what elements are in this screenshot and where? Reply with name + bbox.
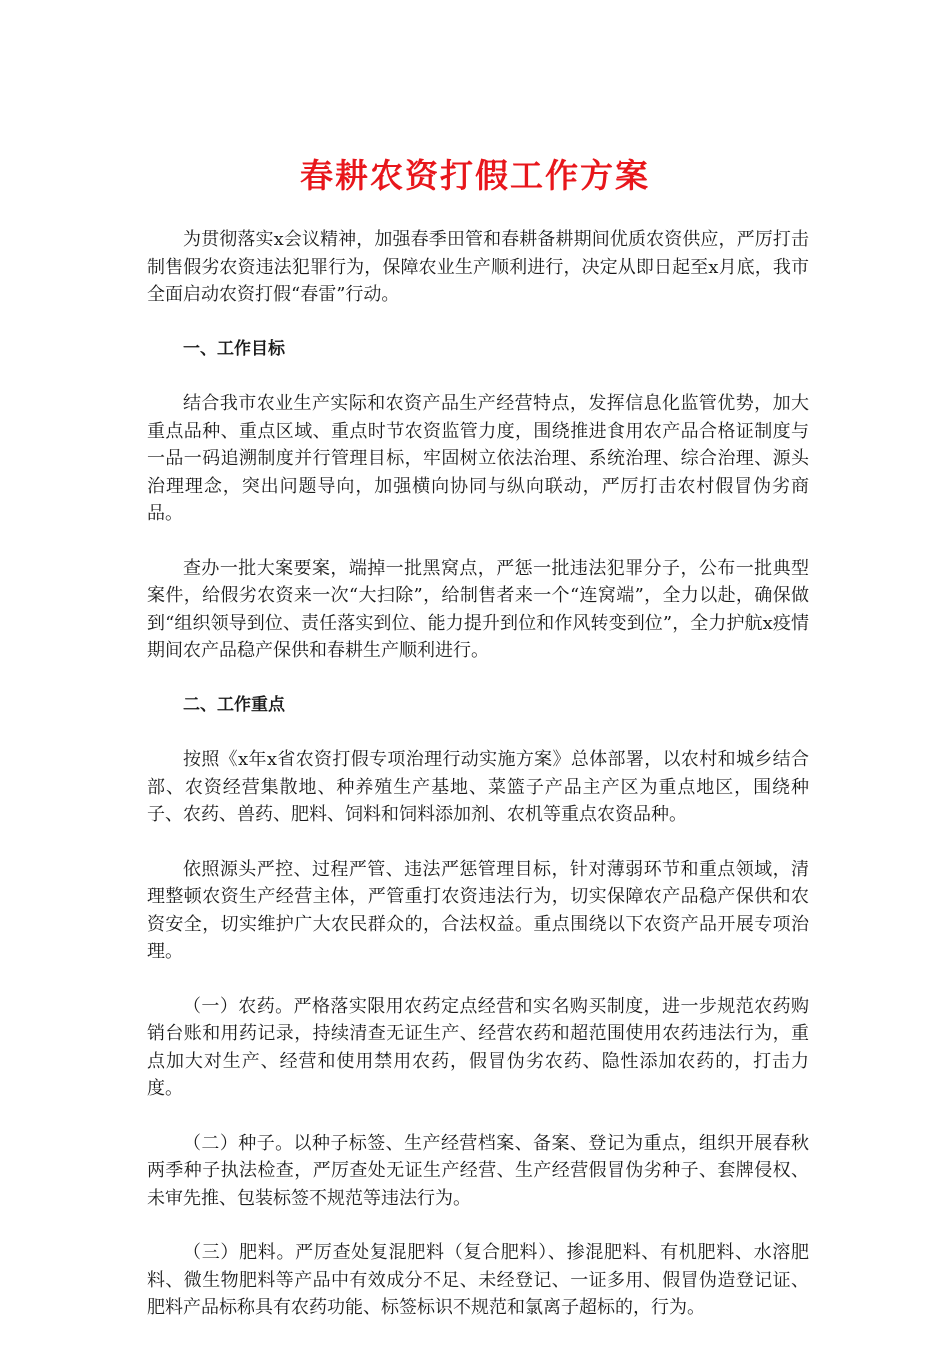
body-paragraph: （三）肥料。严厉查处复混肥料（复合肥料）、掺混肥料、有机肥料、水溶肥料、微生物肥料等产品中有效成分不足、未经登记、一证多用、假冒伪造登记证、肥料产品标称具有农药功能、标签标识不规范和氯离子超标的，行为。 xyxy=(147,1242,809,1318)
body-paragraph: 按照《x年x省农资打假专项治理行动实施方案》总体部署，以农村和城乡结合部、农资经营集散地、种养殖生产基地、菜篮子产品主产区为重点地区，围绕种子、农药、兽药、肥料、饲料和饲料添加剂、农机等重点农资品种。 xyxy=(147,749,809,825)
body-paragraph: 为贯彻落实x会议精神，加强春季田管和春耕备耕期间优质农资供应，严厉打击制售假劣农资违法犯罪行为，保障农业生产顺利进行，决定从即日起至x月底，我市全面启动农资打假“春雷”行动。 xyxy=(147,229,809,305)
document-title: 春耕农资打假工作方案 xyxy=(300,156,650,195)
body-paragraph: （一）农药。严格落实限用农药定点经营和实名购买制度，进一步规范农药购销台账和用药记录，持续清查无证生产、经营农药和超范围使用农药违法行为，重点加大对生产、经营和使用禁用农药，假冒伪劣农药、隐性添加农药的，打击力度。 xyxy=(147,995,809,1099)
body-paragraph: 依照源头严控、过程严管、违法严惩管理目标，针对薄弱环节和重点领域，清理整顿农资生产经营主体，严管重打农资违法行为，切实保障农产品稳产保供和农资安全，切实维护广大农民群众的，合法权益。重点围绕以下农资产品开展专项治理。 xyxy=(147,858,809,962)
document-body xyxy=(147,226,809,1349)
section-heading: 一、工作目标 xyxy=(183,338,285,359)
body-paragraph: （二）种子。以种子标签、生产经营档案、备案、登记为重点，组织开展春秋两季种子执法检查，严厉查处无证生产经营、生产经营假冒伪劣种子、套牌侵权、未审先推、包装标签不规范等违法行为。 xyxy=(147,1132,809,1209)
section-heading: 二、工作重点 xyxy=(183,694,285,715)
body-paragraph: 结合我市农业生产实际和农资产品生产经营特点，发挥信息化监管优势，加大重点品种、重点区域、重点时节农资监管力度，围绕推进食用农产品合格证制度与一品一码追溯制度并行管理目标，牢固树立依法治理、系统治理、综合治理、源头治理理念，突出问题导向，加强横向协同与纵向联动，严厉打击农村假冒伪劣商品。 xyxy=(147,393,809,524)
body-paragraph: 查办一批大案要案，端掉一批黑窝点，严惩一批违法犯罪分子，公布一批典型案件，给假劣农资来一次“大扫除”，给制售者来一个“连窝端”，全力以赴，确保做到“组织领导到位、责任落实到位、能力提升到位和作风转变到位”，全力护航x疫情期间农产品稳产保供和春耕生产顺利进行。 xyxy=(147,557,809,661)
